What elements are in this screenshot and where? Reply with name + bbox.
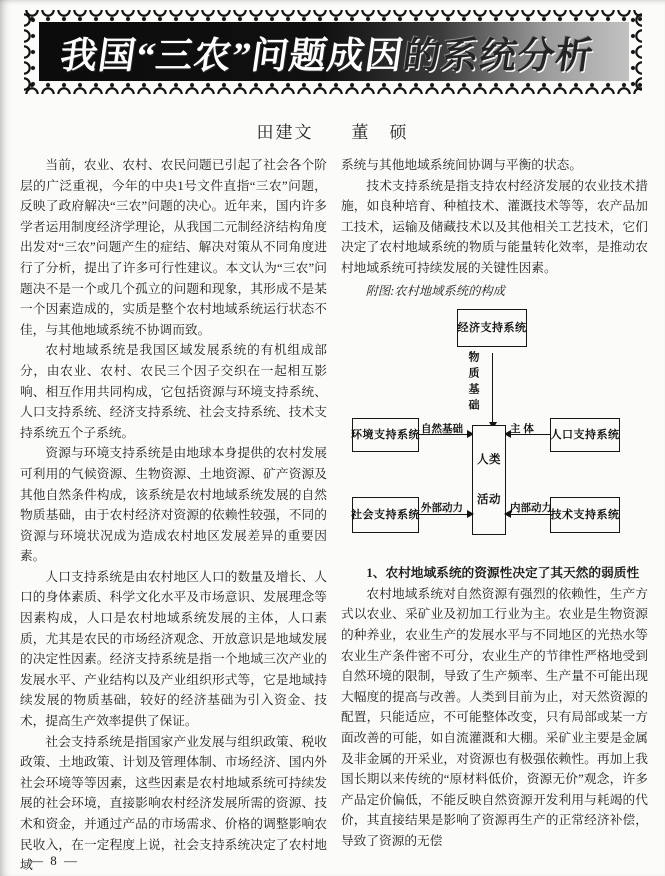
- scallop-border-bottom-icon: [24, 81, 642, 94]
- paragraph: 农村地域系统对自然资源有强烈的依赖性，生产方式以农业、采矿业及初加工行业为主。农业是生物资源的种养业，农业生产的发展水平与不同地区的光热水等农业生产条件密不可分，农业生产的节律性严格地受到自然环境的限制，导致了生产频率、生产量不可能出现大幅度的提高与改善。人类到目前为止，对天然资源的配置，只能适应，不可能整体改变，只有局部或某一方面改善的可能，如自流灌溉和大棚。采矿业主要是金属及非金属的开采业，对资源也有极强依赖性。再加上我国长期以来传统的“原材料低价，资源无价”观念，许多产品定价偏低，不能反映自然资源开发利用与耗竭的代价，其直接结果是影响了资源再生产的正常经济补偿，导致了资源的无偿: [341, 586, 648, 848]
- arrow-right-icon: [419, 514, 472, 515]
- diagram-box-economic-support: 经济支持系统: [457, 309, 527, 347]
- page-title-part2: 的系统分析: [400, 35, 597, 77]
- right-column: [341, 155, 648, 876]
- diagram-box-environment-support: 环境支持系统: [352, 418, 419, 452]
- page-number: — 8 —: [30, 853, 79, 868]
- title-banner: [24, 10, 642, 94]
- scallop-border-right-icon: [629, 12, 642, 92]
- article-body: [20, 155, 648, 876]
- diagram-box-technology-support: 技术支持系统: [550, 497, 620, 533]
- arrow-label-internal-power: 内部动力: [510, 502, 552, 515]
- human-activity-line2: 活动: [477, 493, 501, 506]
- paragraph: 社会支持系统是指国家产业发展与组织政策、税收政策、土地政策、计划及管理体制、市场经济、国内外社会环境等等因素，这些因素是农村地域系统可持续发展的社会环境，直接影响农村经济发展所需的资源、技术和资金，并通过产品的市场需求、价格的调整影响农民收入，在一定程度上说，社会支持系统决定了农村地域: [20, 734, 327, 873]
- title-banner-plate: [39, 22, 629, 81]
- paragraph: 农村地域系统是我国区域发展系统的有机组成部分，由农业、农村、农民三个因子交织在一起相互影响、相互作用共同构成，它包括资源与环境支持系统、人口支持系统、经济支持系统、社会支持系统、技术支持系统五个子系统。: [20, 343, 327, 440]
- arrow-right-icon: [419, 434, 472, 435]
- arrow-label-external-power: 外部动力: [421, 502, 463, 515]
- diagram-box-human-activity: [472, 425, 506, 535]
- authors-line: 田建文 董 硕: [256, 123, 409, 142]
- arrow-label-natural-basis: 自然基础: [421, 423, 463, 436]
- section-heading: 1、农村地域系统的资源性决定了其天然的弱质性: [366, 566, 640, 581]
- arrow-left-icon: [506, 514, 550, 515]
- arrow-left-icon: [506, 434, 550, 435]
- page-title: [57, 25, 598, 79]
- left-column: [20, 155, 327, 876]
- page-title-part1: 我国“三农”问题成因: [57, 35, 407, 77]
- paragraph-continuation: 系统与其他地域系统间协调与平衡的状态。: [341, 158, 583, 172]
- paragraph: 技术支持系统是指支持农村经济发展的农业技术措施，如良种培育、种植技术、灌溉技术等等，农产品加工技术，运输及储藏技术以及其他相关工艺技术，它们决定了农村地域系统的物质与能量转化效率，是推动农村地域系统可持续发展的关键性因素。: [341, 178, 648, 275]
- arrow-label-subject: 主 体: [510, 423, 534, 436]
- paragraph: 当前，农业、农村、农民问题已引起了社会各个阶层的广泛重视，今年的中央1号文件直指“三农”问题，反映了政府解决“三农”问题的决心。近年来，国内许多学者运用制度经济学理论，从我国二元制经济结构角度出发对“三农”问题产生的症结、解决对策从不同角度进行了分析，提出了许多可行性建议。本文认为“三农”问题决不是一个或几个孤立的问题和现象，其形成不是某一个因素造成的，实质是整个农村地域系统运行状态不佳，与其他地域系统不协调而致。: [20, 158, 327, 337]
- scallop-border-left-icon: [24, 12, 37, 92]
- diagram-box-social-support: 社会支持系统: [352, 497, 419, 533]
- paragraph: 人口支持系统是由农村地区人口的数量及增长、人口的身体素质、科学文化水平及市场意识、发展理念等因素构成，人口是农村地域系统发展的主体，人口素质，尤其是农民的市场经济观念、开放意识是地域发展的决定性因素。经济支持系统是指一个地域三次产业的发展水平、产业结构以及产业组织形式等，它是地域持续发展的物质基础，较好的经济基础为引入资金、技术，提高生产效率提供了保证。: [20, 569, 327, 729]
- figure-caption: 附图:农村地域系统的构成: [365, 283, 505, 298]
- arrow-down-icon: [492, 353, 493, 423]
- paragraph: 资源与环境支持系统是由地球本身提供的农村发展可利用的气候资源、生物资源、土地资源、矿产资源及其他自然条件构成，该系统是农村地域系统发展的自然物质基础，由于农村经济对资源的依赖性较强，不同的资源与环境状况成为造成农村地区发展差异的重要因素。: [20, 446, 327, 564]
- rural-system-diagram: [341, 305, 648, 557]
- diagram-box-population-support: 人口支持系统: [550, 418, 620, 452]
- arrow-label-material-basis: 物质基础: [467, 351, 479, 416]
- human-activity-line1: 人类: [477, 453, 501, 466]
